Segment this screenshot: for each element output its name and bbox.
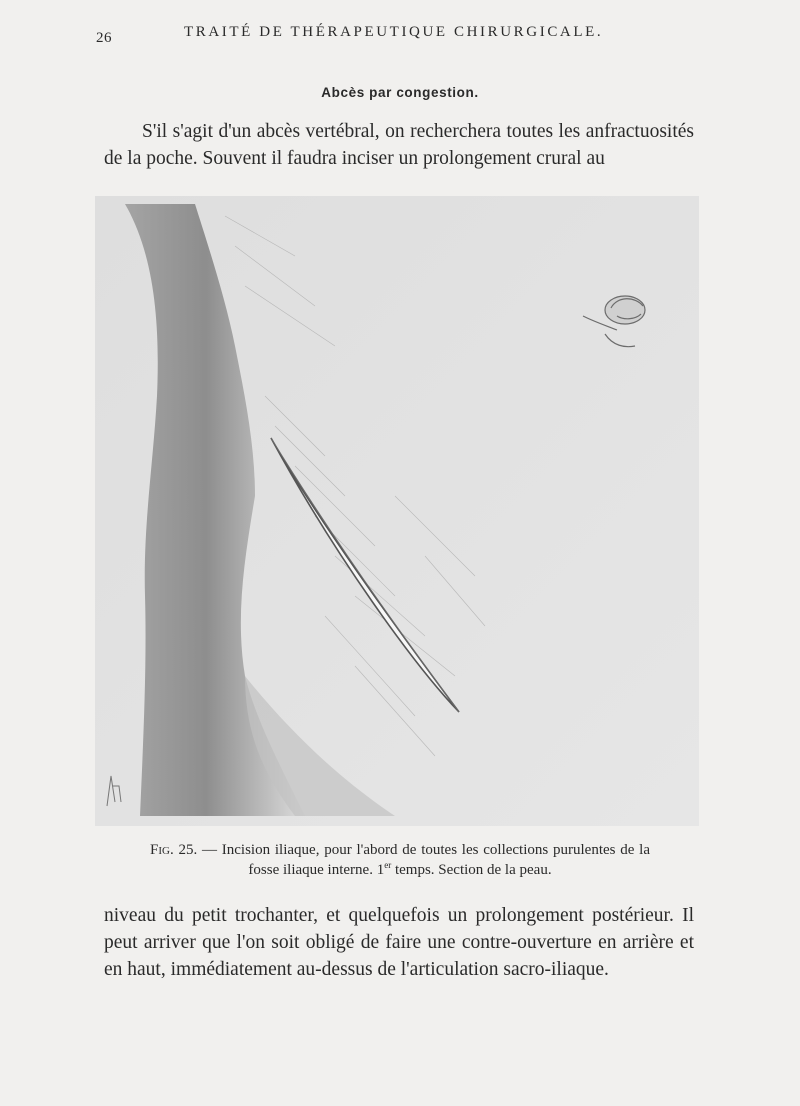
section-title: Abcès par congestion. <box>321 85 479 100</box>
figure-label: Fig. 25. <box>150 842 198 858</box>
caption-text-2: temps. Section de la peau. <box>391 862 552 878</box>
running-head: TRAITÉ DE THÉRAPEUTIQUE CHIRURGICALE. <box>184 24 604 40</box>
figure-caption <box>150 840 650 880</box>
page-number: 26 <box>96 30 112 46</box>
paragraph-intro: S'il s'agit d'un abcès vertébral, on recherchera toutes les anfractuosités de la poche. Souvent il faudra inciser un prolongement crural au <box>104 121 694 169</box>
surgical-illustration <box>95 196 699 826</box>
caption-text-1: — Incision iliaque, pour l'abord de toutes les collections purulentes de la fosse iliaque interne. 1 <box>197 842 651 878</box>
caption-superscript: er <box>384 860 392 870</box>
figure-plate <box>95 196 699 826</box>
paragraph-continued: niveau du petit trochanter, et quelquefois un prolongement postérieur. Il peut arriver que l'on soit obligé de faire une contre-ouverture en arrière et en haut, immédiatement au-dessus de l'articulation sacro-iliaque. <box>104 905 694 980</box>
